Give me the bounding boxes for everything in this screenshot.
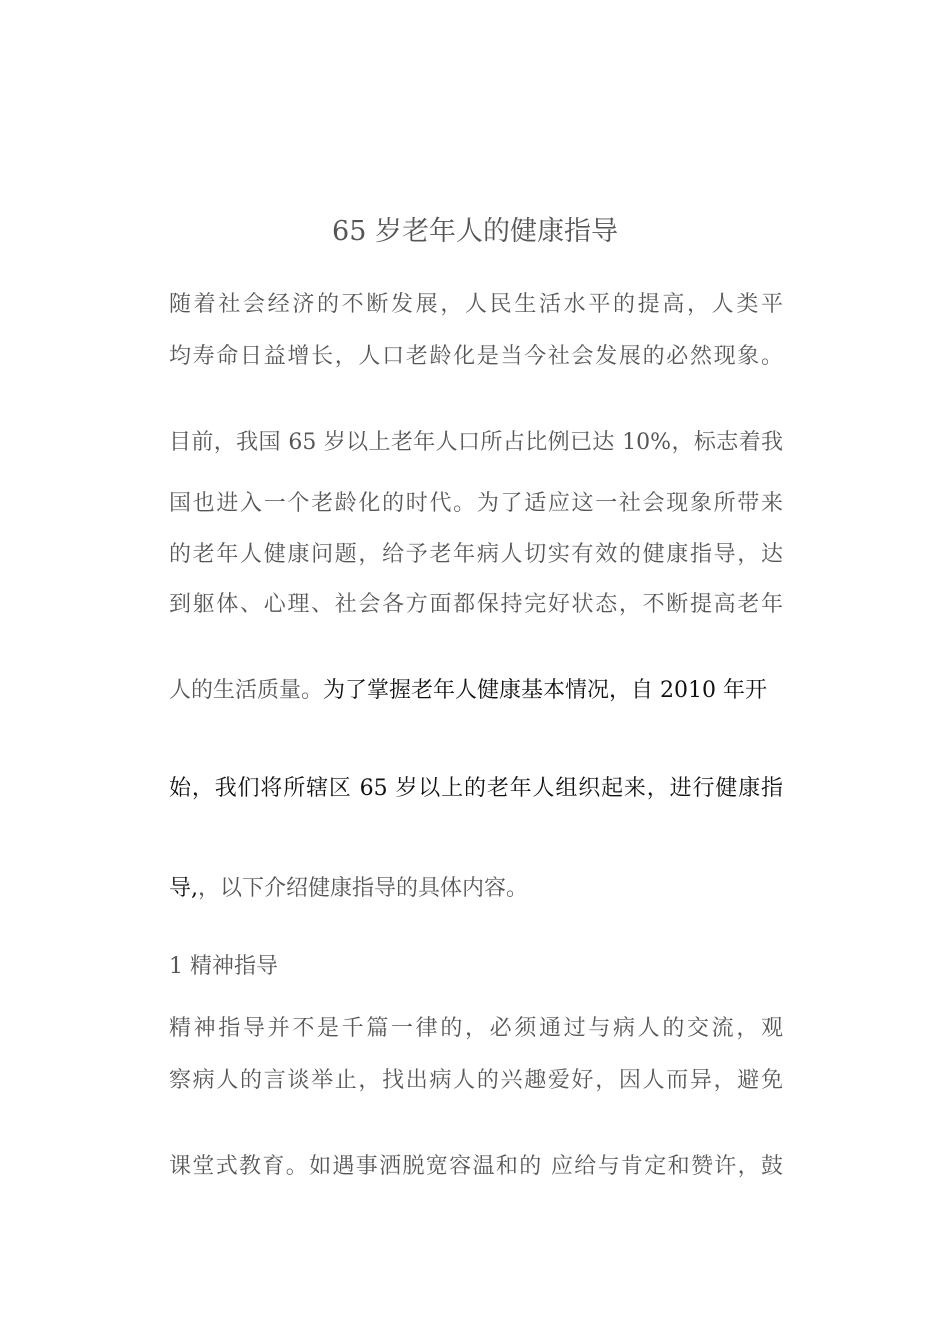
paragraph-line-3: 目前，我国 65 岁以上老年人口所占比例已达 10%，标志着我	[169, 430, 783, 455]
paragraph-line-7-dark: 为了掌握老年人健康基本情况，自 2010 年开	[323, 678, 767, 703]
paragraph-line-7-gray: 人的生活质量。	[169, 678, 324, 703]
paragraph-line-2: 均寿命日益增长，人口老龄化是当今社会发展的必然现象。	[169, 344, 783, 369]
paragraph-line-5: 的老年人健康问题，给予老年病人切实有效的健康指导，达	[169, 542, 783, 567]
paragraph-line-4: 国也进入一个老龄化的时代。为了适应这一社会现象所带来	[169, 491, 783, 516]
section-heading: 1 精神指导	[169, 954, 278, 979]
paragraph-line-7	[169, 676, 783, 706]
paragraph-line-9-gray: ，以下介绍健康指导的具体内容。	[198, 876, 529, 901]
section-line-3: 课堂式教育。如遇事洒脱宽容温和的 应给与肯定和赞许，鼓	[169, 1154, 783, 1179]
paragraph-line-1: 随着社会经济的不断发展，人民生活水平的提高，人类平	[169, 292, 783, 317]
paragraph-line-9	[169, 874, 783, 904]
section-line-2: 察病人的言谈举止，找出病人的兴趣爱好，因人而异，避免	[169, 1068, 783, 1093]
section-line-1: 精神指导并不是千篇一律的，必须通过与病人的交流，观	[169, 1016, 783, 1041]
paragraph-line-6: 到躯体、心理、社会各方面都保持完好状态，不断提高老年	[169, 592, 783, 617]
paragraph-line-9-dark: 导,	[169, 876, 198, 901]
document-title: 65 岁老年人的健康指导	[332, 216, 618, 247]
paragraph-line-8: 始，我们将所辖区 65 岁以上的老年人组织起来，进行健康指	[169, 776, 783, 801]
